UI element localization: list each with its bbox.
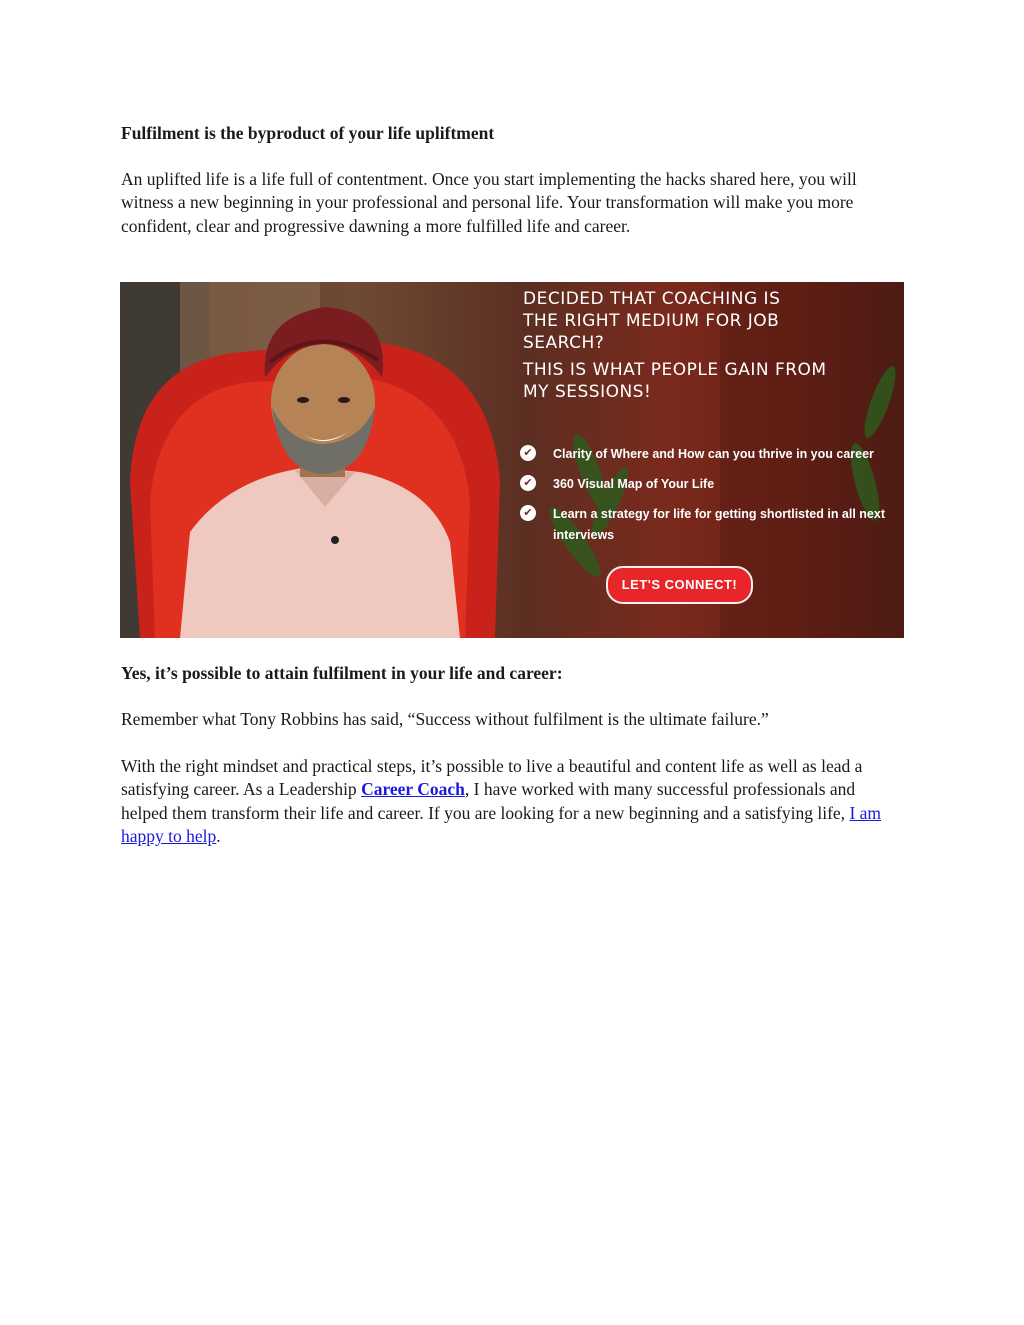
coach-paragraph [121,755,906,848]
intro-paragraph: An uplifted life is a life full of contentment. Once you start implementing the hacks shared here, you will witness a new beginning in your professional and personal life. Your transformation will make you more confident, clear and progressive dawning a more fulfilled life and career. [121,169,857,236]
banner-headline-line-4: THIS IS WHAT PEOPLE GAIN FROM [523,360,827,380]
banner-headline-line-1: DECIDED THAT COACHING IS [523,289,781,309]
list-item [520,444,890,465]
check-icon: ✔ [520,445,536,461]
banner-headline-line-2: THE RIGHT MEDIUM FOR JOB [523,311,780,331]
list-item [520,474,890,495]
lets-connect-button[interactable]: LET'S CONNECT! [606,566,753,604]
list-item [520,504,890,546]
benefit-text: Clarity of Where and How can you thrive in you career [553,447,874,461]
quote-paragraph: Remember what Tony Robbins has said, “Success without fulfilment is the ultimate failure.” [121,709,769,729]
coach-paragraph-text-1: With the right mindset and practical steps, it’s possible to live a beautiful and content life as well as lead a satisfying career. As a Leadership [121,756,863,800]
benefit-text: 360 Visual Map of Your Life [553,477,715,491]
section-heading-fulfilment: Fulfilment is the byproduct of your life upliftment [121,123,495,143]
benefit-text: Learn a strategy for life for getting shortlisted in all next interviews [553,507,886,542]
happy-to-help-link[interactable]: I am happy to help [121,802,882,846]
banner-headline-line-3: SEARCH? [523,333,605,353]
section-heading-possible: Yes, it’s possible to attain fulfilment in your life and career: [121,663,563,683]
career-coach-link[interactable]: Career Coach [361,779,465,800]
check-icon: ✔ [520,505,536,521]
banner-headline-line-5: MY SESSIONS! [523,382,652,402]
check-icon: ✔ [520,475,536,491]
benefits-list [520,444,890,555]
banner-headline [523,288,893,403]
coach-paragraph-text-3: . [216,825,221,846]
coaching-banner[interactable] [120,282,904,638]
coach-paragraph-text-2: , I have worked with many successful professionals and helped them transform their life and career. If you are looking for a new beginning and a satisfying life, [121,779,856,823]
